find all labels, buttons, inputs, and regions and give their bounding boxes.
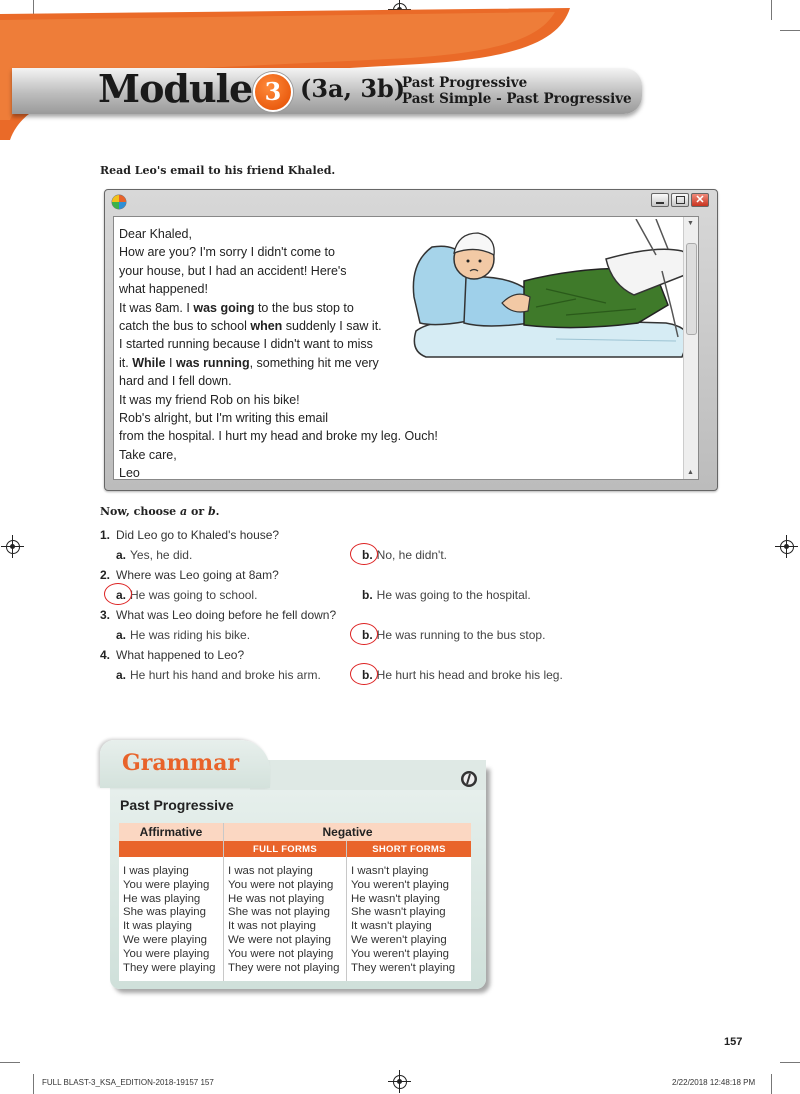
module-topic-1: Past Progressive <box>402 75 528 91</box>
option-text: No, he didn't. <box>376 548 448 562</box>
option-text: He was going to the hospital. <box>376 588 531 602</box>
grammar-title: Grammar <box>122 750 240 776</box>
option-text: He hurt his head and broke his leg. <box>376 668 563 682</box>
email-line: from the hospital. I hurt my head and broke my leg. Ouch! <box>119 429 438 444</box>
quiz-instruction-a: a <box>180 505 188 518</box>
table-cell: We weren't playing <box>351 933 447 946</box>
quiz-instruction-text: Now, choose <box>100 505 181 518</box>
table-cell: You were playing <box>123 878 210 891</box>
email-bold-phrase: when <box>250 319 283 334</box>
email-instruction: Read Leo's email to his friend Khaled. <box>100 164 336 177</box>
table-cell: You weren't playing <box>351 878 450 891</box>
table-cell: He was playing <box>123 892 201 905</box>
crop-mark <box>0 1062 20 1063</box>
question-number: 4. <box>100 648 111 662</box>
table-cell: You were not playing <box>228 947 334 960</box>
answer-circle <box>104 583 132 605</box>
option-label: b. <box>362 668 373 682</box>
question-text: What happened to Leo? <box>116 648 245 662</box>
q2-option-b[interactable] <box>362 588 531 602</box>
question-text: Did Leo go to Khaled's house? <box>116 528 280 542</box>
question-text: What was Leo doing before he fell down? <box>116 608 337 622</box>
scroll-thumb[interactable] <box>686 243 697 335</box>
email-line: what happened! <box>119 282 208 297</box>
table-cell: She was playing <box>123 906 206 919</box>
crop-mark <box>33 1074 34 1094</box>
option-label: a. <box>116 548 127 562</box>
option-text: He hurt his hand and broke his arm. <box>130 668 321 682</box>
answer-circle <box>350 543 378 565</box>
maximize-button[interactable] <box>671 193 689 207</box>
app-logo-icon <box>111 194 127 210</box>
quiz-instruction-or: or <box>187 505 208 518</box>
email-line: Rob's alright, but I'm writing this email <box>119 411 329 426</box>
table-cell: He was not playing <box>228 892 325 905</box>
grammar-subtitle: Past Progressive <box>120 797 234 813</box>
email-line: suddenly I saw it. <box>282 319 382 334</box>
question-number: 3. <box>100 608 111 622</box>
email-line: catch the bus to school <box>119 319 251 334</box>
question-2 <box>100 568 279 582</box>
full-forms <box>224 857 347 981</box>
email-line: it. <box>119 355 133 370</box>
registration-mark-icon <box>393 1075 407 1089</box>
footer-date: 2/22/2018 12:48:18 PM <box>672 1078 756 1087</box>
q3-option-a[interactable] <box>116 628 250 642</box>
table-cell: We were playing <box>123 933 207 946</box>
email-scrollbar[interactable] <box>683 217 698 479</box>
answer-circle <box>350 663 378 685</box>
email-bold-phrase: was running <box>175 355 250 370</box>
option-label: a. <box>116 628 127 642</box>
crop-mark <box>780 1062 800 1063</box>
minimize-button[interactable] <box>651 193 669 207</box>
table-cell: They weren't playing <box>351 961 456 974</box>
email-line: Leo <box>119 466 140 481</box>
col-short-forms: SHORT FORMS <box>347 841 472 857</box>
option-text: He was going to school. <box>130 588 258 602</box>
q2-option-a[interactable] <box>116 588 257 602</box>
module-sections: (3a, 3b) <box>300 74 406 103</box>
col-affirmative: Affirmative <box>119 823 224 841</box>
email-bold-phrase: was going <box>193 300 255 315</box>
option-label: b. <box>362 548 373 562</box>
grammar-box-top <box>250 760 486 790</box>
scroll-up-icon[interactable]: ▼ <box>687 220 694 227</box>
table-cell: I wasn't playing <box>351 865 429 877</box>
table-cell: It was playing <box>123 920 193 933</box>
table-cell: She was not playing <box>228 906 330 919</box>
page-number: 157 <box>724 1036 743 1048</box>
table-cell: You were not playing <box>228 878 334 891</box>
q3-option-b[interactable] <box>362 628 545 642</box>
email-line: I started running because I didn't want to miss <box>119 337 373 352</box>
table-cell: It wasn't playing <box>351 920 432 933</box>
email-line: How are you? I'm sorry I didn't come to <box>119 245 335 260</box>
module-topic-2: Past Simple - Past Progressive <box>402 91 632 107</box>
minimize-icon <box>656 202 664 204</box>
footer-file: FULL BLAST-3_KSA_EDITION-2018-19157 157 <box>42 1078 214 1087</box>
email-line: I <box>165 355 176 370</box>
registration-mark-icon <box>780 540 794 554</box>
email-window <box>104 189 718 491</box>
col-negative: Negative <box>224 823 472 841</box>
option-label: a. <box>116 668 127 682</box>
option-label: b. <box>362 628 373 642</box>
table-cell: It was not playing <box>228 920 317 933</box>
answer-circle <box>350 623 378 645</box>
col-full-forms: FULL FORMS <box>224 841 347 857</box>
short-forms <box>347 857 472 981</box>
email-line: , something hit me very <box>249 355 379 370</box>
grammar-table <box>119 823 471 981</box>
q1-option-a[interactable] <box>116 548 192 562</box>
option-text: He was riding his bike. <box>130 628 251 642</box>
option-label: a. <box>116 588 127 602</box>
email-line: Dear Khaled, <box>119 227 192 241</box>
registration-mark-icon <box>6 540 20 554</box>
question-1 <box>100 528 279 542</box>
module-number-badge: 3 <box>253 72 293 112</box>
table-cell: They were playing <box>123 961 216 974</box>
question-3 <box>100 608 336 622</box>
question-4 <box>100 648 244 662</box>
q4-option-a[interactable] <box>116 668 321 682</box>
email-line: your house, but I had an accident! Here's <box>119 263 347 278</box>
table-cell: She wasn't playing <box>351 906 446 919</box>
module-title: Module <box>98 66 253 111</box>
email-line: Take care, <box>119 447 177 462</box>
question-number: 2. <box>100 568 111 582</box>
col-affirmative-blank <box>119 841 224 857</box>
table-cell: He wasn't playing <box>351 892 440 905</box>
email-line: hard and I fell down. <box>119 374 232 389</box>
quiz-instruction-b: b <box>207 505 216 518</box>
email-line: to the bus stop to <box>254 300 354 315</box>
maximize-icon <box>676 196 685 204</box>
email-line: It was 8am. I <box>119 300 194 315</box>
email-body <box>113 216 699 480</box>
table-cell: We were not playing <box>228 933 331 946</box>
quiz-instruction <box>100 505 220 518</box>
info-icon <box>460 770 478 788</box>
scroll-down-icon[interactable]: ▲ <box>687 469 694 476</box>
q4-option-b[interactable] <box>362 668 563 682</box>
table-cell: They were not playing <box>228 961 340 974</box>
table-cell: I was not playing <box>228 865 313 877</box>
table-cell: You were playing <box>123 947 210 960</box>
option-text: He was running to the bus stop. <box>376 628 546 642</box>
option-label: b. <box>362 588 373 602</box>
question-number: 1. <box>100 528 111 542</box>
quiz-instruction-end: . <box>215 505 220 518</box>
table-cell: I was playing <box>123 865 189 877</box>
question-text: Where was Leo going at 8am? <box>116 568 279 582</box>
affirmative-forms <box>119 857 224 981</box>
crop-mark <box>771 1074 772 1094</box>
email-line: It was my friend Rob on his bike! <box>119 392 300 407</box>
close-button[interactable]: ✕ <box>691 193 709 207</box>
injured-boy-illustration <box>406 219 698 369</box>
email-bold-phrase: While <box>132 355 166 370</box>
option-text: Yes, he did. <box>130 548 193 562</box>
table-cell: You weren't playing <box>351 947 450 960</box>
email-text <box>119 225 438 483</box>
